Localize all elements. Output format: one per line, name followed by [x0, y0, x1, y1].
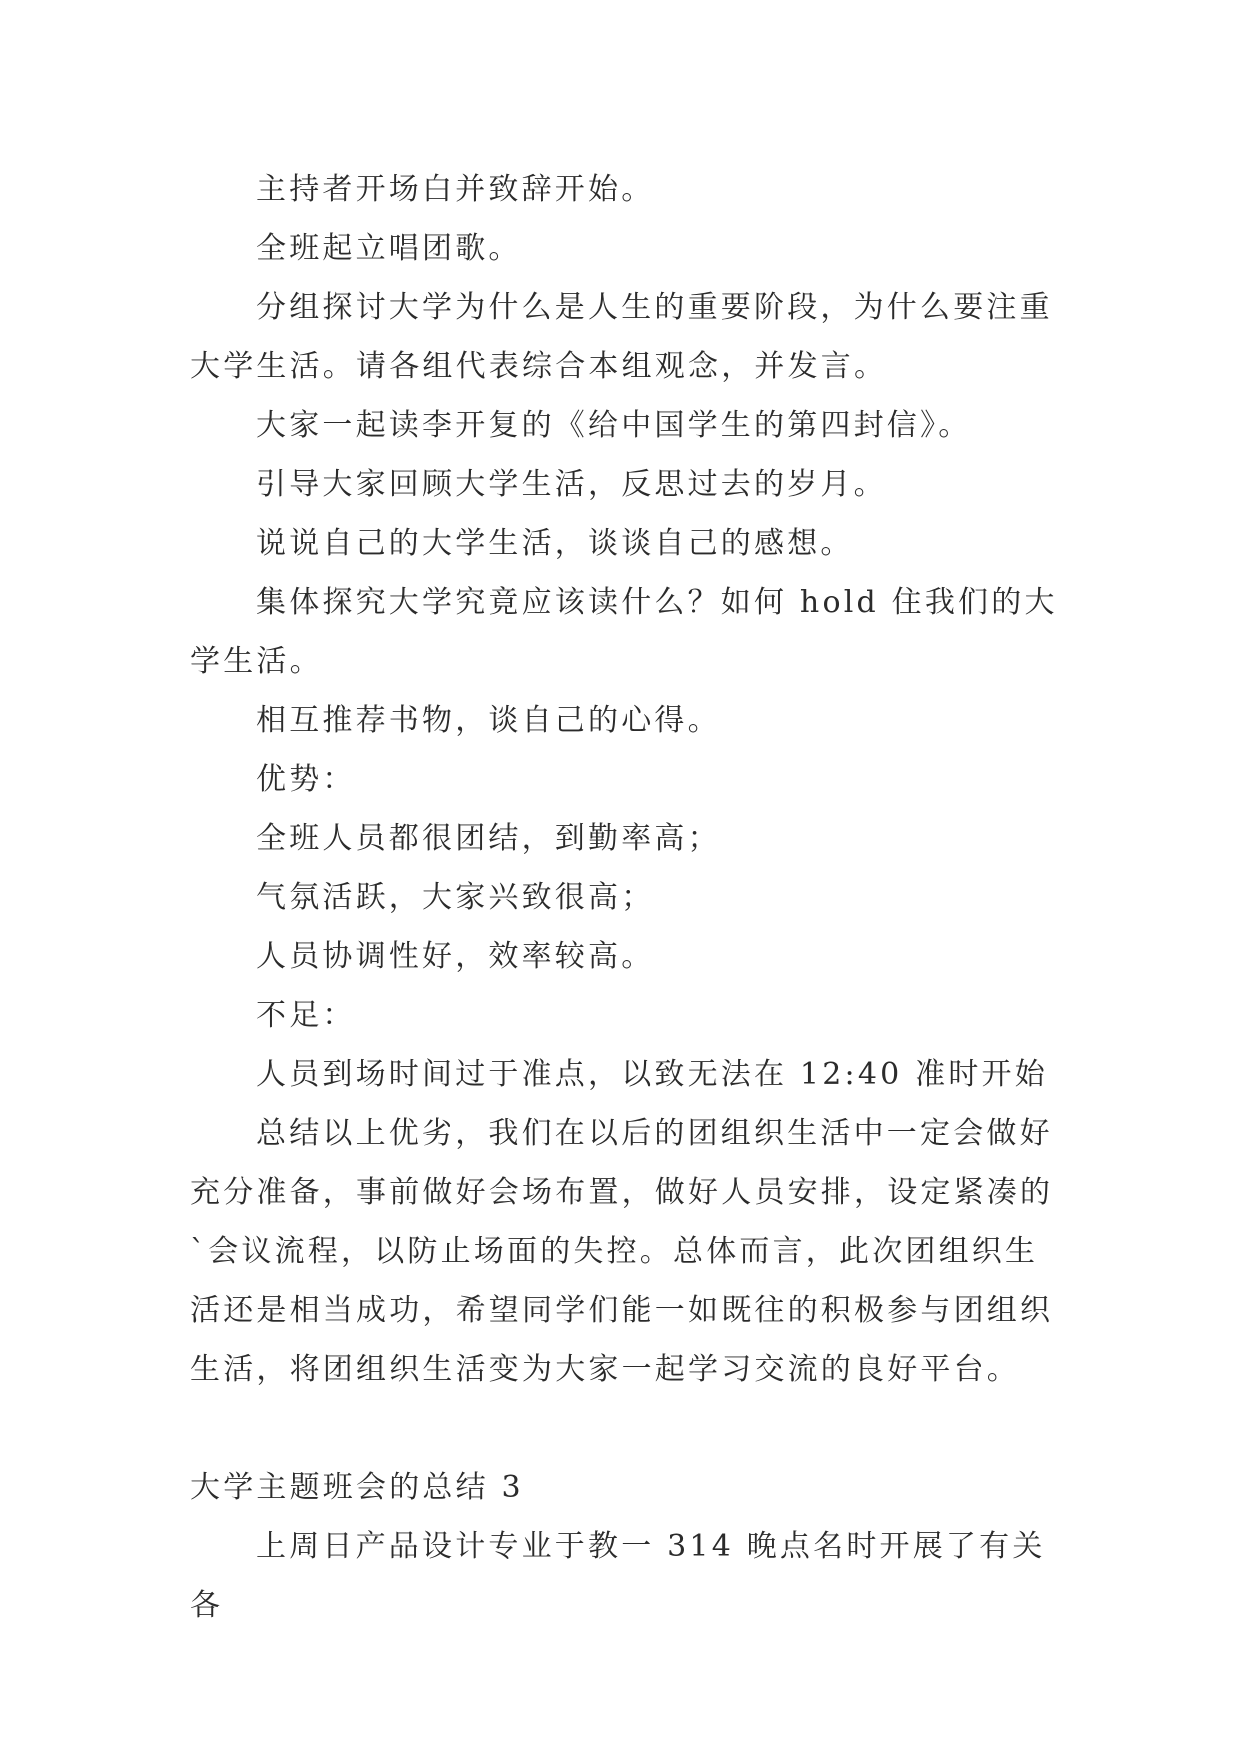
paragraph-sharing: 说说自己的大学生活，谈谈自己的感想。	[256, 526, 854, 561]
paragraph-discussion: 分组探讨大学为什么是人生的重要阶段，为什么要注重大学生活。请各组代表综合本组观念，并发言。	[190, 290, 1053, 384]
paragraph-reading: 大家一起读李开复的《给中国学生的第四封信》。	[256, 408, 972, 443]
section-heading: 大学主题班会的总结 3	[190, 1470, 524, 1505]
paragraph-weakness-label: 不足：	[256, 998, 356, 1033]
paragraph-section-intro: 上周日产品设计专业于教一 314 晚点名时开展了有关各	[190, 1529, 1046, 1623]
paragraph-song: 全班起立唱团歌。	[256, 231, 522, 266]
paragraph-weakness-1: 人员到场时间过于准点，以致无法在 12:40 准时开始	[256, 1057, 1048, 1092]
paragraph-strength-3: 人员协调性好，效率较高。	[256, 939, 655, 974]
paragraph-inquiry: 集体探究大学究竟应该读什么？如何 hold 住我们的大学生活。	[190, 585, 1058, 679]
paragraph-review: 引导大家回顾大学生活，反思过去的岁月。	[256, 467, 887, 502]
paragraph-strength-2: 气氛活跃，大家兴致很高；	[256, 880, 655, 915]
document-body	[190, 160, 1060, 1635]
paragraph-strength-1: 全班人员都很团结，到勤率高；	[256, 821, 721, 856]
paragraph-strengths-label: 优势：	[256, 762, 356, 797]
paragraph-conclusion: 总结以上优劣，我们在以后的团组织生活中一定会做好充分准备，事前做好会场布置，做好人员安排，设定紧凑的`会议流程，以防止场面的失控。总体而言，此次团组织生活还是相当成功，希望同学们能一如既往的积极参与团组织生活，将团组织生活变为大家一起学习交流的良好平台。	[190, 1116, 1054, 1387]
paragraph-opening: 主持者开场白并致辞开始。	[256, 172, 655, 207]
paragraph-recommend: 相互推荐书物，谈自己的心得。	[256, 703, 721, 738]
